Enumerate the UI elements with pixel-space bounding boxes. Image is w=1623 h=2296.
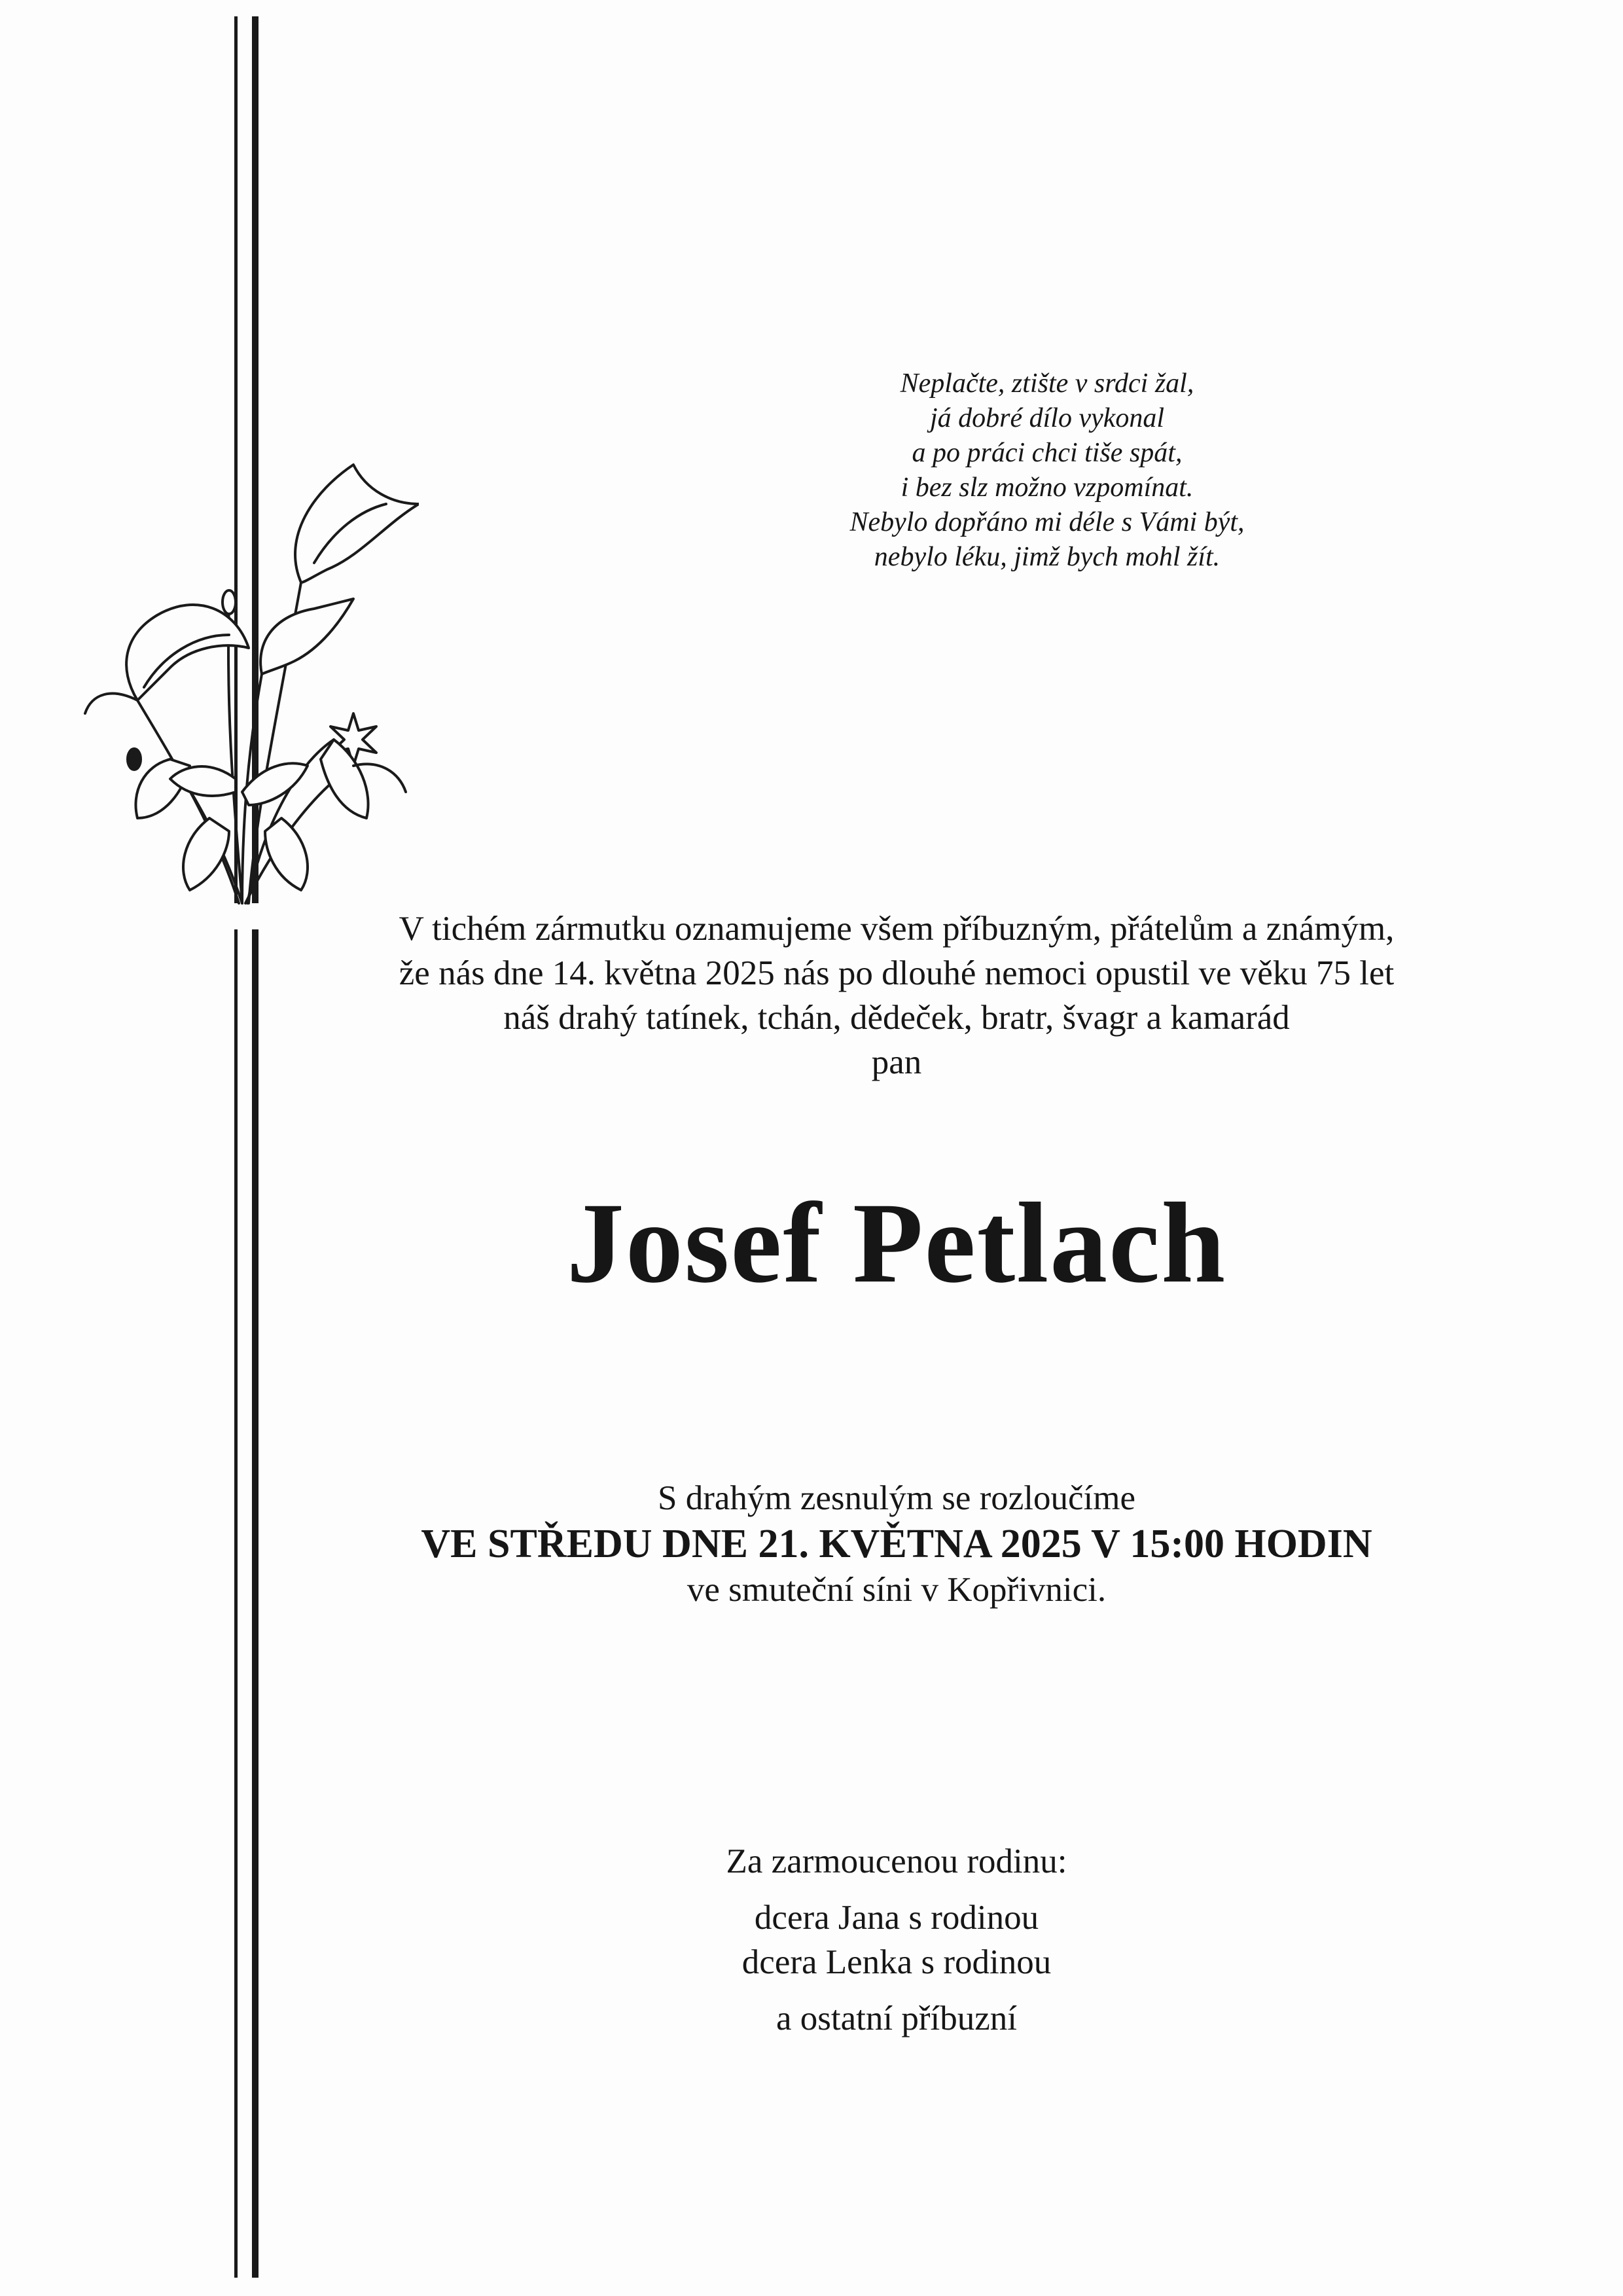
funeral-place: ve smuteční síni v Kopřivnici. <box>687 1571 1107 1609</box>
funeral-details <box>249 1476 1544 1612</box>
family-member: a ostatní příbuzní <box>776 2000 1017 2037</box>
family-heading: Za zarmoucenou rodinu: <box>726 1842 1067 1880</box>
funeral-datetime: VE STŘEDU DNE 21. KVĚTNA 2025 V 15:00 HODIN <box>421 1522 1372 1566</box>
family-signature <box>249 1839 1544 2041</box>
deceased-name: Josef Petlach <box>566 1179 1227 1307</box>
leaf <box>265 818 308 890</box>
leaf <box>321 740 368 818</box>
leaf <box>183 818 229 890</box>
tendril <box>85 694 137 713</box>
border-line-lower-left <box>234 929 238 2278</box>
leaf <box>242 763 308 805</box>
lily-upper <box>295 465 419 583</box>
poem-line: Nebylo dopřáno mi déle s Vámi být, <box>849 507 1245 537</box>
memorial-poem <box>720 367 1374 575</box>
family-member: dcera Lenka s rodinou <box>741 1943 1052 1981</box>
announcement-line: že nás dne 14. května 2025 nás po dlouhé nemoci opustil ve věku 75 let <box>399 954 1395 992</box>
poem-line: nebylo léku, jimž bych mohl žít. <box>874 542 1221 572</box>
lily-middle <box>260 599 353 674</box>
bud <box>128 749 141 770</box>
funeral-intro: S drahým zesnulým se rozloučíme <box>657 1479 1136 1517</box>
calla-lily-bouquet-icon <box>79 452 419 910</box>
announcement-line: pan <box>871 1043 922 1081</box>
announcement-line: V tichém zármutku oznamujeme všem příbuzným, přátelům a známým, <box>399 910 1395 948</box>
poem-line: Neplačte, ztište v srdci žal, <box>900 368 1194 399</box>
poem-line: i bez slz možno vzpomínat. <box>901 473 1194 503</box>
bud <box>223 590 236 614</box>
family-member: dcera Jana s rodinou <box>754 1899 1039 1937</box>
poem-line: a po práci chci tiše spát, <box>912 438 1183 468</box>
announcement-line: náš drahý tatínek, tchán, dědeček, bratr, švagr a kamarád <box>503 999 1290 1037</box>
poem-line: já dobré dílo vykonal <box>929 403 1165 433</box>
announcement-text <box>249 906 1544 1085</box>
